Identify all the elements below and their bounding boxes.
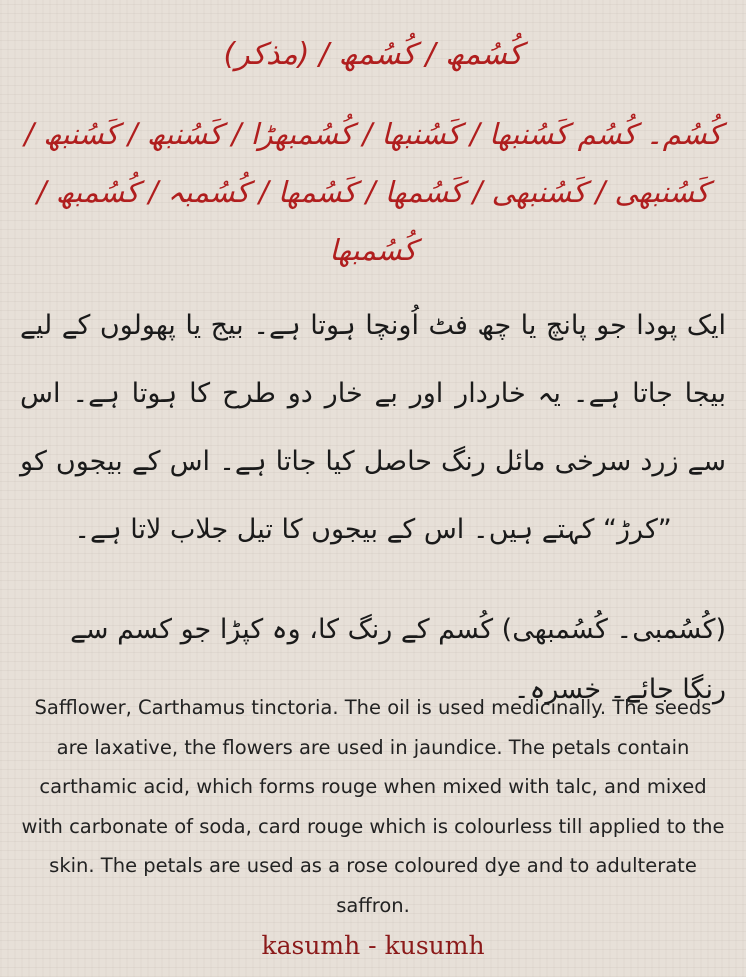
spelling-variants: کُسُم۔ کُسُم کَسُنبھا / کَسُنبھا / کُسُمبھڑا / کَسُنبھ / کَسُنبھ / کَسُنبھی / کَسُنبھی / کَسُمھا / کَسُمھا / کُسُمبہ / کُسُمبھ / کُسُمبھا — [24, 117, 722, 267]
english-definition: Safflower, Carthamus tinctoria. The oil is used medicinally. The seeds are laxative, the flowers are used in jaundice. The petals contain carthamic acid, which forms rouge when mixed with talc, and mixed with carbonate of soda, card rouge which is colourless till applied to the skin. The petals are used as a rose coloured dye and to adulterate saffron. — [21, 696, 725, 917]
urdu-definition: ایک پودا جو پانچ یا چھ فٹ اُونچا ہوتا ہے۔ بیج یا پھولوں کے لیے بیجا جاتا ہے۔ یہ خاردار اور بے خار دو طرح کا ہوتا ہے۔ اس سے زرد سرخی مائل رنگ حاصل کیا جاتا ہے۔ اس کے بیجوں کو ”کرڑ“ کہتے ہیں۔ اس کے بیجوں کا تیل جلاب لاتا ہے۔ — [20, 310, 726, 545]
transliteration: kasumh - kusumh — [261, 931, 485, 960]
entry-headword: کُسُمھ / کُسُمھ / (مذکر) — [223, 37, 523, 72]
urdu-derived-note: (کُسُمبی۔ کُسُمبھی) کُسم کے رنگ کا، وہ کپڑا جو کسم سے رنگا جائے۔ خسرہ۔ — [70, 614, 726, 705]
